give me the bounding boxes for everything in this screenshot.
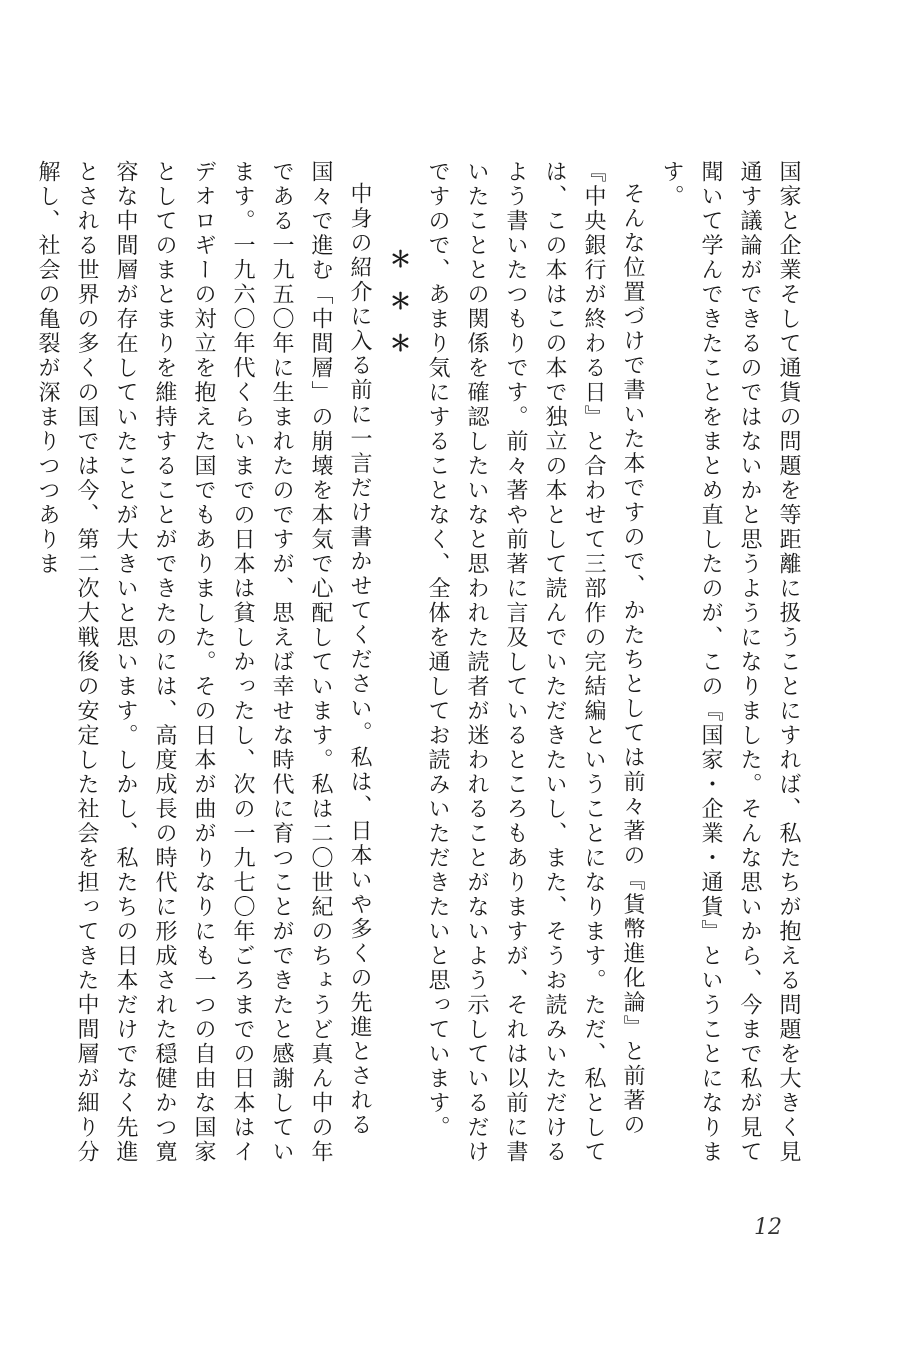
paragraph-2: そんな位置づけで書いた本ですので、かたちとしては前々著の『貨幣進化論』と前著の『中央銀行が終わる日』と合わせて三部作の完結編ということになります。ただ、私としては、この本はこの本で独立の本として読んでいただきたいし、また、そうお読みいただけるよう書いたつもりです。前々著や前著に言及しているところもありますが、それは以前に書いたこととの関係を確認したいなと思われた読者が迷われることがないよう示しているだけですので、あまり気にすることなく、全体を通してお読みいただきたいと思っています。 [425, 160, 645, 1165]
page-number: 12 [754, 1215, 782, 1240]
paragraph-3: 中身の紹介に入る前に一言だけ書かせてください。私は、日本いや多くの先進とされる国々で進む「中間層」の崩壊を本気で心配しています。私は二〇世紀のちょうど真ん中の年である一九五〇年に生まれたのですが、思えば幸せな時代に育つことができたと感謝しています。一九六〇年代くらいまでの日本は貧しかったし、次の一九七〇年ごろまでの日本はイデオロギーの対立を抱えた国でもありました。その日本が曲がりなりにも一つの自由な国家としてのまとまりを維持することができたのには、高度成長の時代に形成された穏健かつ寛容な中間層が存在していたことが大きいと思います。しかし、私たちの日本だけでなく先進とされる世界の多くの国では今、第二次大戦後の安定した社会を担ってきた中間層が細り分解し、社会の亀裂が深まりつつありま [35, 160, 372, 1165]
section-separator: ＊＊＊ [386, 248, 412, 374]
vertical-text-block [28, 160, 808, 1170]
paragraph-1: 国家と企業そして通貨の問題を等距離に扱うことにすれば、私たちが抱える問題を大きく見通す議論ができるのではないかと思うようになりました。そんな思いから、今まで私が見て聞いて学んできたことをまとめ直したのが、この『国家・企業・通貨』ということになります。 [659, 160, 801, 1165]
